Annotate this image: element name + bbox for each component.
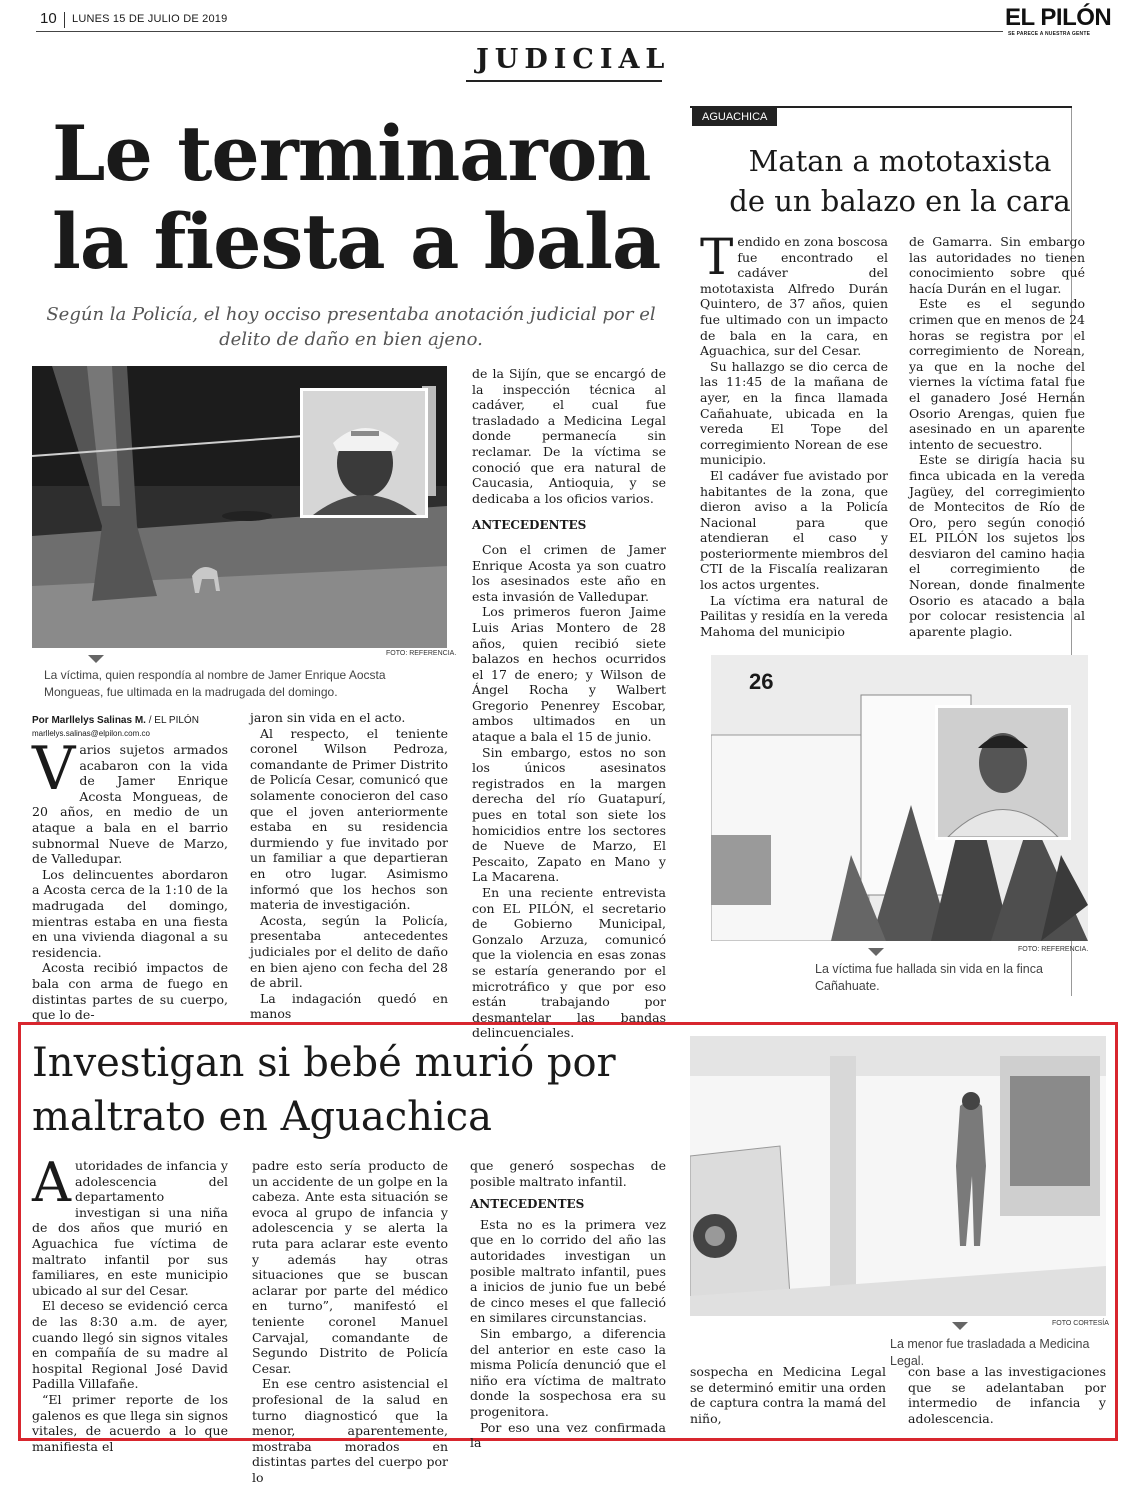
bottom-col-3 — [470, 1158, 666, 1451]
paragraph: Los primeros fueron Jaime Luis Arias Montero de 28 años, quien recibió siete balazos en hechos ocurridos el 17 de enero; y Wilson de Ángel Rocha y Walbert Gregorio Penenrey Escobar, ambos ultimados en un ataque a bala el 15 de junio. — [472, 604, 666, 745]
main-headline — [52, 110, 662, 286]
paragraph: Sin embargo, a diferencia del anterior en este caso la misma Policía denunció que el niño era víctima de maltrato donde la sospechosa era su progenitora. — [470, 1325, 666, 1419]
paragraph: endido en zona boscosa fue encontrado el cadáver del mototaxista Alfredo Durán Quintero, de 37 años, quien fue ultimado con un impacto de bala en la cara, en Aguachica, sur del Cesar. — [700, 234, 888, 359]
paragraph: La indagación quedó en manos — [250, 990, 448, 1022]
byline-outlet: / EL PILÓN — [148, 715, 199, 726]
side-headline-line1: Matan a mototaxista — [748, 144, 1052, 178]
paragraph: de Gamarra. Sin embargo las autoridades no tienen conocimiento sobre qué hacía Durán en el lugar. — [909, 234, 1085, 296]
byline-name: Por Marllelys Salinas M. — [32, 715, 146, 726]
main-photo — [32, 366, 447, 648]
paragraph: La víctima era natural de Pailitas y residía en la vereda Mahoma del municipio — [700, 592, 888, 639]
main-col-3 — [472, 366, 666, 1041]
side-inset-photo — [935, 705, 1071, 840]
bottom-photo — [690, 1036, 1106, 1316]
main-col-1 — [32, 734, 228, 1023]
paragraph: Este es el segundo crimen que en menos de 24 horas se registra por el corregimiento de Norean, ya que en la noche del viernes la víctima fatal fue el ganadero José Hernán Osorio Arengas, quien fue asesinado en un aparente intento de secuestro. — [909, 296, 1085, 452]
main-photo-credit: FOTO: REFERENCIA. — [386, 650, 457, 657]
side-photo — [711, 655, 1088, 941]
bottom-photo-caption: La menor fue trasladada a Medicina Legal. — [890, 1337, 1090, 1368]
bottom-caption-marker — [952, 1322, 968, 1330]
paragraph: Por eso una vez confirmada la — [470, 1419, 666, 1451]
paragraph: sospecha en Medicina Legal se determinó emitir una orden de captura contra la mamá del niño, — [690, 1364, 886, 1426]
mototaxi-victim-portrait — [938, 708, 1068, 837]
paragraph: que generó sospechas de posible maltrato infantil. — [470, 1158, 666, 1189]
logo-tagline: SE PARECE A NUESTRA GENTE — [1008, 31, 1091, 37]
main-headline-line1: Le terminaron — [52, 109, 651, 198]
main-headline-line2: la fiesta a bala — [52, 197, 661, 286]
main-subheading: ANTECEDENTES — [472, 518, 587, 533]
bottom-col-1 — [32, 1151, 228, 1454]
side-photo-number: 26 — [749, 669, 774, 694]
paragraph: El deceso se evidenció cerca de las 8:30 a.m. de ayer, cuando llegó sin signos vitales en compañía de su madre al hospital Regional José David Padilla Villafañe. — [32, 1298, 228, 1392]
main-deck: Según la Policía, el hoy occiso presentaba anotación judicial por el delito de daño en bien ajeno. — [46, 304, 656, 350]
header-date: LUNES 15 DE JULIO DE 2019 — [72, 13, 228, 25]
hospital-scene-image — [690, 1036, 1106, 1316]
paragraph: Al respecto, el teniente coronel Wilson Pedroza, comandante de Primer Distrito de Policía Cesar, comunicó que solamente conocieron del caso que el joven anteriormente estaba en su residencia durmiendo y fue invitado por un familiar a que departieran en otro lugar. Asimismo informó que los hechos son materia de investigación. — [250, 725, 448, 913]
paragraph: Sin embargo, estos no son los únicos asesinatos registrados en la margen derecha del río Guatapurí, pues en total son siete los homicidios entre los sectores de Nueve de Marzo, El Pescaito, Zapato en Mano y La Macarena. — [472, 744, 666, 885]
paragraph: El cadáver fue avistado por habitantes de la zona, que dieron aviso a la Policía Nacional para que atendieran el caso y posteriormente miembros del CTI de la Fiscalía realizaran los actos urgentes. — [700, 467, 888, 593]
byline-email: marllelys.salinas@elpilon.com.co — [32, 729, 150, 738]
main-caption-marker — [88, 655, 104, 663]
side-drop-cap: T — [700, 228, 734, 286]
paragraph: jaron sin vida en el acto. — [250, 710, 406, 725]
newspaper-logo: EL PILÓN — [1005, 4, 1112, 31]
paragraph: de la Sijín, que se encargó de la inspección técnica al cadáver, el cual fue trasladado a Medicina Legal donde permanecía sin reclamar. De la víctima se conoció que era natural de Caucasia, Antioquia, y se dedicaba a los oficios varios. — [472, 366, 666, 506]
paragraph: Esta no es la primera vez que en lo corrido del año las autoridades investigan un posible maltrato infantil, pues a inicios de junio fue un bebé de cinco meses el que falleció en similares circunstancias. — [470, 1216, 666, 1326]
main-col-2 — [250, 710, 448, 1022]
paragraph: Acosta, según la Policía, presentaba antecedentes judiciales por el delito de daño en bien ajeno con fecha del 28 de abril. — [250, 912, 448, 991]
paragraph: Los delincuentes abordaron a Acosta cerca de la 1:10 de la madrugada del domingo, mientras estaba en una fiesta en una vivienda diagonal a su residencia. — [32, 866, 228, 960]
paragraph: “El primer reporte de los galenos es que llega sin signos vitales, de acuerdo a lo que manifiesta el — [32, 1391, 228, 1454]
paragraph: Su hallazgo se dio cerca de las 11:45 de la mañana de ayer, en la finca llamada Cañahuate, ubicada en la vereda El Tope del corregimiento Norean de ese municipio. — [700, 358, 888, 468]
paragraph: Este se dirigía hacia su finca ubicada en la vereda Jagüey, del corregimiento de Montecitos de Río de Oro, pero según conoció EL PILÓN los sujetos los desviaron del camino hacia el corregimiento de Norean, donde finalmente Osorio es atacado a bala por colocar resistencia al aparente plagio. — [909, 452, 1085, 639]
paragraph: con base a las investigaciones que se adelantaban por intermedio de infancia y adolescencia. — [908, 1364, 1106, 1426]
section-rule — [466, 80, 662, 82]
side-col-1 — [700, 228, 888, 639]
side-article-tag: AGUACHICA — [692, 108, 777, 126]
bottom-headline — [32, 1036, 682, 1144]
bottom-col-2 — [252, 1158, 448, 1485]
side-caption-marker — [868, 948, 884, 956]
bottom-headline-line1: Investigan si bebé murió por — [32, 1040, 616, 1086]
bottom-photo-credit: FOTO CORTESÍA — [1052, 1320, 1109, 1327]
side-headline — [700, 141, 1100, 221]
victim-portrait — [303, 391, 425, 515]
paragraph: Con el crimen de Jamer Enrique Acosta ya son cuatro los asesinados este año en esta invasión de Valledupar. — [472, 541, 666, 604]
bottom-headline-line2: maltrato en Aguachica — [32, 1094, 492, 1140]
victim-inset-photo — [300, 388, 428, 518]
paragraph: arios sujetos armados acabaron con la vida de Jamer Enrique Acosta Mongueas, de 20 años, en medio de un ataque a bala en el barrio subnormal Nueve de Marzo, de Valledupar. — [32, 742, 228, 867]
paragraph: utoridades de infancia y adolescencia del departamento investigan si una niña de dos años que murió en Aguachica fue víctima de maltrato infantil por sus familiares, en este municipio ubicado al sur del Cesar. — [32, 1158, 228, 1298]
bottom-drop-cap: A — [32, 1151, 71, 1214]
main-photo-caption: La víctima, quien respondía al nombre de Jamer Enrique Aocsta Mongueas, fue ultimada en la madrugada del domingo. — [44, 668, 386, 699]
paragraph: En una reciente entrevista con EL PILÓN, el secretario de Gobierno Municipal, Gonzalo Arzuza, comunicó que la violencia en esas zonas se estaría generando por el microtráfico y que por eso están trabajando por desmantelar las bandas delincuenciales. — [472, 885, 666, 1041]
section-title: JUDICIAL — [476, 44, 671, 75]
side-photo-caption: La víctima fue hallada sin vida en la finca Cañahuate. — [815, 962, 1043, 993]
side-photo-credit: FOTO: REFERENCIA. — [1018, 946, 1089, 953]
bottom-subheading: ANTECEDENTES — [470, 1197, 585, 1212]
paragraph: En ese centro asistencial el profesional de la salud en turno diagnosticó que la menor, aparentemente, mostraba morados en distintas partes del cuerpo por lo — [252, 1376, 448, 1485]
main-drop-cap: V — [32, 734, 76, 804]
page-number: 10 — [40, 10, 57, 27]
side-col-2 — [909, 234, 1085, 639]
side-headline-line2: de un balazo en la cara — [729, 184, 1071, 218]
header-rule — [36, 31, 1003, 32]
bottom-col-4 — [690, 1364, 886, 1426]
paragraph: Acosta recibió impactos de bala con arma de fuego en distintas partes de su cuerpo, que lo de- — [32, 960, 228, 1023]
bottom-col-5 — [908, 1364, 1106, 1426]
paragraph: padre esto sería producto de un accidente de un golpe en la cabeza. Ante esta situación se evoca al grupo de infancia y adolescencia y se alerta la ruta para aclarar este evento y además hay otras situaciones que se buscan aclarar por parte del médico en turno”, manifestó el teniente coronel Manuel Carvajal, comandante de Segundo Distrito de Policía Cesar. — [252, 1158, 448, 1376]
header-separator — [64, 12, 65, 28]
